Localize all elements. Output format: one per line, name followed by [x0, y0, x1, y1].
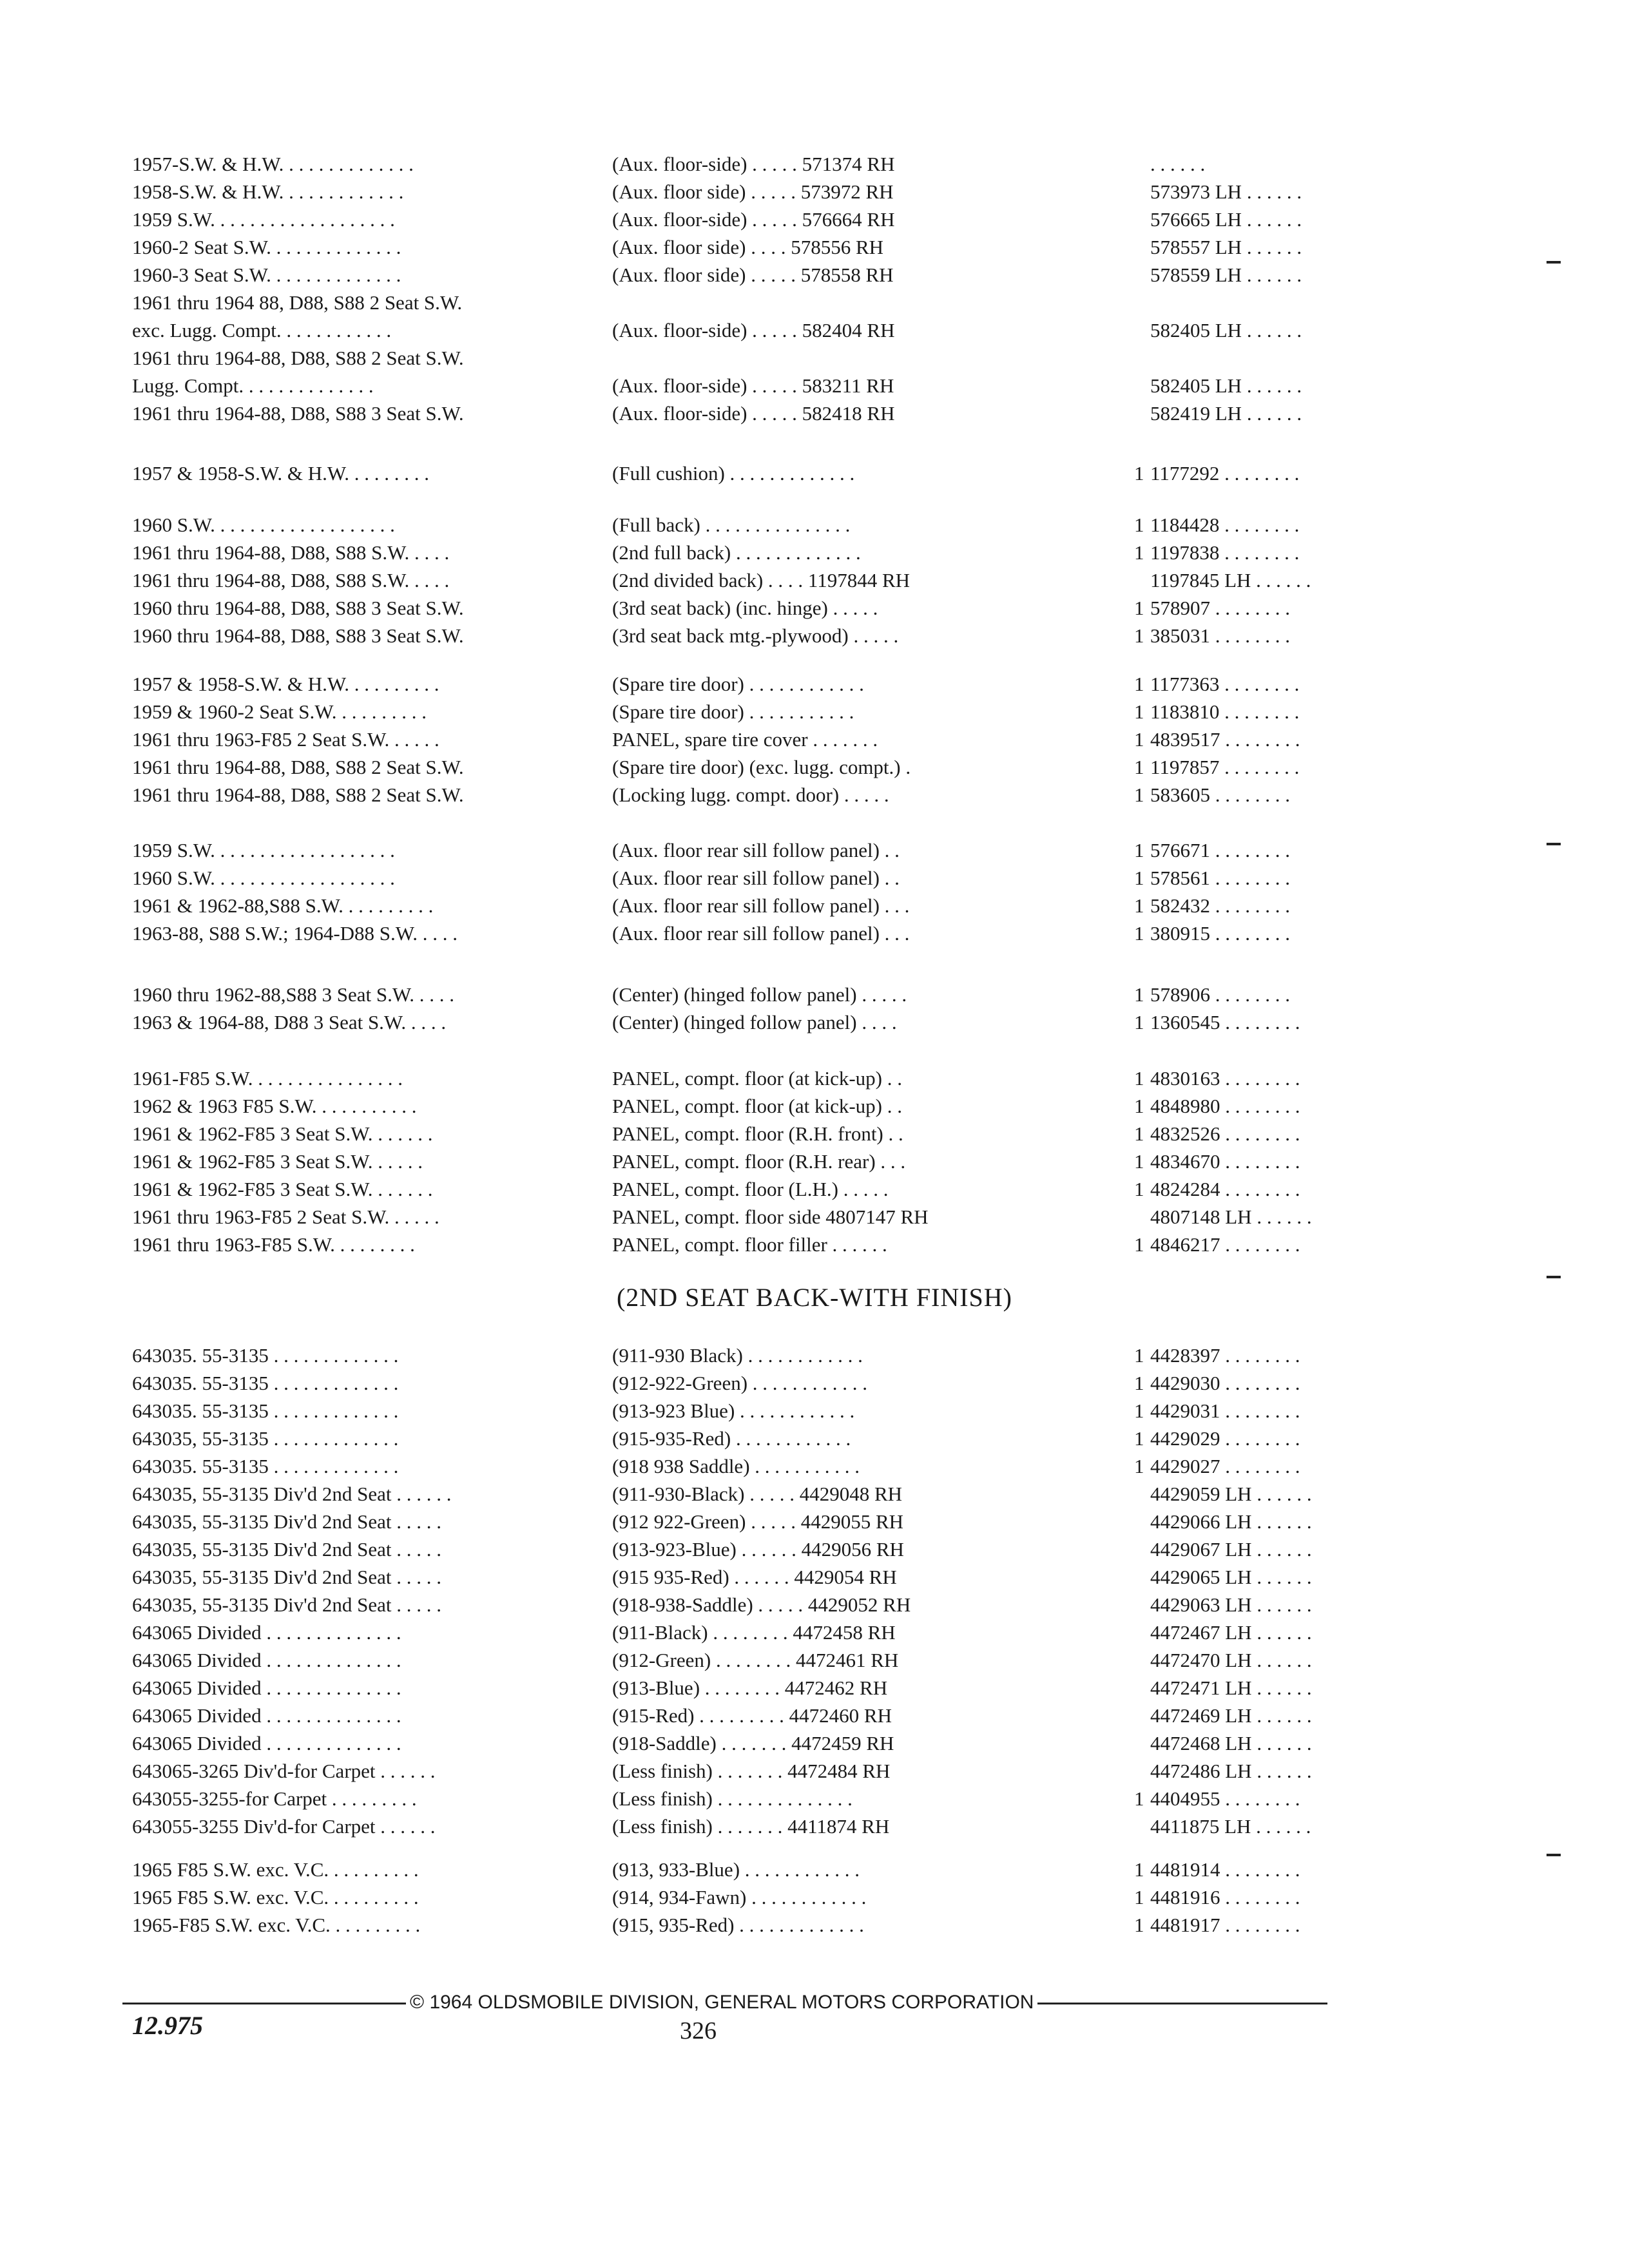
- part-number-cell: 582405 LH . . . . . .: [1150, 374, 1302, 397]
- part-number-cell: 583605 . . . . . . . .: [1150, 783, 1290, 806]
- model-cell: 1957 & 1958-S.W. & H.W. . . . . . . . . .: [132, 673, 439, 695]
- part-number-cell: 573973 LH . . . . . .: [1150, 180, 1302, 203]
- part-row: [132, 864, 1356, 892]
- model-cell: 1961 thru 1964-88, D88, S88 2 Seat S.W.: [132, 783, 464, 806]
- part-row: [132, 372, 1356, 399]
- description-cell: (915, 935-Red) . . . . . . . . . . . . .: [612, 1914, 864, 1936]
- model-cell: 643035. 55-3135 . . . . . . . . . . . . .: [132, 1399, 399, 1422]
- part-row: [132, 892, 1356, 919]
- part-number-cell: . . . . . .: [1150, 153, 1206, 175]
- description-cell: (912-922-Green) . . . . . . . . . . . .: [612, 1372, 868, 1394]
- part-number-cell: 1360545 . . . . . . . .: [1150, 1011, 1300, 1033]
- part-number-cell: 1197838 . . . . . . . .: [1150, 541, 1300, 564]
- part-row: [132, 539, 1356, 566]
- qty-cell: 1: [1134, 597, 1144, 619]
- qty-cell: 1: [1134, 700, 1144, 723]
- part-number-cell: 4429059 LH . . . . . .: [1150, 1483, 1312, 1505]
- part-row: [132, 981, 1356, 1008]
- qty-cell: 1: [1134, 1372, 1144, 1394]
- part-number-cell: 4832526 . . . . . . . .: [1150, 1122, 1300, 1145]
- qty-cell: 1: [1134, 673, 1144, 695]
- part-row: [132, 1619, 1356, 1646]
- model-cell: 643055-3255-for Carpet . . . . . . . . .: [132, 1787, 417, 1810]
- part-number-cell: 4830163 . . . . . . . .: [1150, 1067, 1300, 1090]
- model-cell: 1960 thru 1964-88, D88, S88 3 Seat S.W.: [132, 597, 464, 619]
- part-row: [132, 1856, 1356, 1883]
- model-cell: 643035. 55-3135 . . . . . . . . . . . . .: [132, 1344, 399, 1367]
- part-number-cell: 4429063 LH . . . . . .: [1150, 1593, 1312, 1616]
- description-cell: (913-Blue) . . . . . . . . 4472462 RH: [612, 1677, 888, 1699]
- part-number-cell: 4429065 LH . . . . . .: [1150, 1566, 1312, 1588]
- part-row: [132, 206, 1356, 233]
- part-number-cell: 1183810 . . . . . . . .: [1150, 700, 1300, 723]
- model-cell: 1957 & 1958-S.W. & H.W. . . . . . . . .: [132, 462, 430, 485]
- qty-cell: 1: [1134, 514, 1144, 536]
- page-number: 326: [680, 2017, 717, 2044]
- part-row: [132, 178, 1356, 206]
- description-cell: (Aux. floor-side) . . . . . 582404 RH: [612, 319, 895, 341]
- part-number-cell: 582405 LH . . . . . .: [1150, 319, 1302, 341]
- model-cell: 1959 & 1960-2 Seat S.W. . . . . . . . . .: [132, 700, 427, 723]
- part-row: [132, 566, 1356, 594]
- model-cell: 643065 Divided . . . . . . . . . . . . . .: [132, 1649, 401, 1671]
- part-number-cell: 385031 . . . . . . . .: [1150, 624, 1290, 647]
- part-number-cell: 4429031 . . . . . . . .: [1150, 1399, 1300, 1422]
- model-cell: 1965-F85 S.W. exc. V.C. . . . . . . . . .: [132, 1914, 421, 1936]
- model-cell: Lugg. Compt. . . . . . . . . . . . . .: [132, 374, 374, 397]
- description-cell: (Aux. floor-side) . . . . . 571374 RH: [612, 153, 895, 175]
- description-cell: (Center) (hinged follow panel) . . . .: [612, 1011, 897, 1033]
- description-cell: (915 935-Red) . . . . . . 4429054 RH: [612, 1566, 897, 1588]
- qty-cell: 1: [1134, 922, 1144, 945]
- part-number-cell: 4824284 . . . . . . . .: [1150, 1178, 1300, 1200]
- parts-group-1: [132, 150, 1356, 427]
- model-cell: 1963-88, S88 S.W.; 1964-D88 S.W. . . . .: [132, 922, 458, 945]
- part-row: [132, 1757, 1356, 1785]
- description-cell: (2nd full back) . . . . . . . . . . . . .: [612, 541, 861, 564]
- description-cell: PANEL, compt. floor (L.H.) . . . . .: [612, 1178, 889, 1200]
- part-row: [132, 836, 1356, 864]
- part-row: [132, 1120, 1356, 1148]
- qty-cell: 1: [1134, 1067, 1144, 1090]
- qty-cell: 1: [1134, 1427, 1144, 1450]
- part-number-cell: 4481916 . . . . . . . .: [1150, 1886, 1300, 1908]
- model-cell: 1961 & 1962-F85 3 Seat S.W. . . . . .: [132, 1150, 423, 1173]
- part-number-cell: 4839517 . . . . . . . .: [1150, 728, 1300, 751]
- parts-group-4: [132, 670, 1356, 809]
- description-cell: (913-923 Blue) . . . . . . . . . . . .: [612, 1399, 855, 1422]
- model-cell: 1961 thru 1964-88, D88, S88 2 Seat S.W.: [132, 347, 464, 369]
- part-row-note: [132, 344, 1356, 372]
- part-number-cell: 582419 LH . . . . . .: [1150, 402, 1302, 425]
- description-cell: (Spare tire door) . . . . . . . . . . . .: [612, 673, 864, 695]
- part-number-cell: 1197845 LH . . . . . .: [1150, 569, 1311, 591]
- model-cell: 1962 & 1963 F85 S.W. . . . . . . . . . .: [132, 1095, 417, 1117]
- part-number-cell: 4429029 . . . . . . . .: [1150, 1427, 1300, 1450]
- qty-cell: 1: [1134, 1178, 1144, 1200]
- description-cell: (918-Saddle) . . . . . . . 4472459 RH: [612, 1732, 894, 1754]
- description-cell: (Center) (hinged follow panel) . . . . .: [612, 983, 907, 1006]
- description-cell: (3rd seat back mtg.-plywood) . . . . .: [612, 624, 899, 647]
- part-number-cell: 1177292 . . . . . . . .: [1150, 462, 1300, 485]
- model-cell: 643035, 55-3135 Div'd 2nd Seat . . . . .: [132, 1593, 442, 1616]
- qty-cell: 1: [1134, 728, 1144, 751]
- model-cell: 1961 thru 1964-88, D88, S88 S.W. . . . .: [132, 541, 450, 564]
- description-cell: (912 922-Green) . . . . . 4429055 RH: [612, 1510, 904, 1533]
- parts-group-9: [132, 1856, 1356, 1939]
- description-cell: (911-930 Black) . . . . . . . . . . . .: [612, 1344, 863, 1367]
- model-cell: 643035, 55-3135 . . . . . . . . . . . . .: [132, 1427, 399, 1450]
- description-cell: (914, 934-Fawn) . . . . . . . . . . . .: [612, 1886, 867, 1908]
- description-cell: (2nd divided back) . . . . 1197844 RH: [612, 569, 911, 591]
- model-cell: 1965 F85 S.W. exc. V.C. . . . . . . . . .: [132, 1886, 419, 1908]
- section-title: (2ND SEAT BACK-WITH FINISH): [616, 1283, 1012, 1312]
- part-row: [132, 753, 1356, 781]
- description-cell: (918 938 Saddle) . . . . . . . . . . .: [612, 1455, 860, 1477]
- description-cell: (3rd seat back) (inc. hinge) . . . . .: [612, 597, 878, 619]
- part-number-cell: 4472471 LH . . . . . .: [1150, 1677, 1312, 1699]
- qty-cell: 1: [1134, 1011, 1144, 1033]
- part-row: [132, 459, 1356, 487]
- model-cell: 643065 Divided . . . . . . . . . . . . . .: [132, 1677, 401, 1699]
- part-number-cell: 1184428 . . . . . . . .: [1150, 514, 1300, 536]
- part-row: [132, 1064, 1356, 1092]
- part-row: [132, 1883, 1356, 1911]
- description-cell: (Locking lugg. compt. door) . . . . .: [612, 783, 889, 806]
- qty-cell: 1: [1134, 1787, 1144, 1810]
- description-cell: (Spare tire door) . . . . . . . . . . .: [612, 700, 854, 723]
- model-cell: 1961 thru 1964 88, D88, S88 2 Seat S.W.: [132, 291, 463, 314]
- part-row: [132, 1480, 1356, 1508]
- part-number-cell: 578557 LH . . . . . .: [1150, 236, 1302, 258]
- part-number-cell: 578907 . . . . . . . .: [1150, 597, 1290, 619]
- model-cell: 1961 & 1962-88,S88 S.W. . . . . . . . . .: [132, 894, 434, 917]
- parts-group-7: [132, 1064, 1356, 1258]
- part-row: [132, 261, 1356, 289]
- description-cell: (Less finish) . . . . . . . 4472484 RH: [612, 1760, 891, 1782]
- qty-cell: 1: [1134, 1233, 1144, 1256]
- description-cell: (Aux. floor-side) . . . . . 583211 RH: [612, 374, 894, 397]
- model-cell: 1958-S.W. & H.W. . . . . . . . . . . . .: [132, 180, 404, 203]
- part-row: [132, 1674, 1356, 1702]
- part-number-cell: 4472469 LH . . . . . .: [1150, 1704, 1312, 1727]
- model-cell: 1959 S.W. . . . . . . . . . . . . . . . . . .: [132, 839, 395, 861]
- part-number-cell: 1177363 . . . . . . . .: [1150, 673, 1300, 695]
- part-row: [132, 1231, 1356, 1258]
- part-row: [132, 233, 1356, 261]
- qty-cell: 1: [1134, 894, 1144, 917]
- part-number-cell: 4429030 . . . . . . . .: [1150, 1372, 1300, 1394]
- description-cell: (Aux. floor rear sill follow panel) . . .: [612, 894, 910, 917]
- description-cell: (Aux. floor rear sill follow panel) . .: [612, 839, 900, 861]
- part-row: [132, 1729, 1356, 1757]
- model-cell: 1961 & 1962-F85 3 Seat S.W. . . . . . .: [132, 1122, 433, 1145]
- qty-cell: 1: [1134, 756, 1144, 778]
- qty-cell: 1: [1134, 1095, 1144, 1117]
- part-row: [132, 594, 1356, 622]
- qty-cell: 1: [1134, 1886, 1144, 1908]
- qty-cell: 1: [1134, 783, 1144, 806]
- part-row: [132, 1008, 1356, 1036]
- description-cell: (915-Red) . . . . . . . . . 4472460 RH: [612, 1704, 892, 1727]
- part-row: [132, 1812, 1356, 1840]
- model-cell: 1960-2 Seat S.W. . . . . . . . . . . . . .: [132, 236, 401, 258]
- description-cell: (Spare tire door) (exc. lugg. compt.) .: [612, 756, 911, 778]
- part-row: [132, 1591, 1356, 1619]
- part-number-cell: 4472467 LH . . . . . .: [1150, 1621, 1312, 1644]
- part-row: [132, 622, 1356, 649]
- part-number-cell: 578561 . . . . . . . .: [1150, 867, 1290, 889]
- description-cell: PANEL, compt. floor (R.H. front) . .: [612, 1122, 903, 1145]
- part-number-cell: 582432 . . . . . . . .: [1150, 894, 1290, 917]
- model-cell: 643035. 55-3135 . . . . . . . . . . . . .: [132, 1455, 399, 1477]
- description-cell: PANEL, compt. floor filler . . . . . .: [612, 1233, 887, 1256]
- description-cell: (915-935-Red) . . . . . . . . . . . .: [612, 1427, 851, 1450]
- description-cell: (Aux. floor side) . . . . . 578558 RH: [612, 264, 894, 286]
- part-number-cell: 4429066 LH . . . . . .: [1150, 1510, 1312, 1533]
- qty-cell: 1: [1134, 1858, 1144, 1881]
- part-row: [132, 1911, 1356, 1939]
- model-cell: 643035, 55-3135 Div'd 2nd Seat . . . . .: [132, 1566, 442, 1588]
- model-cell: 643035, 55-3135 Div'd 2nd Seat . . . . . .: [132, 1483, 452, 1505]
- part-number-cell: 1197857 . . . . . . . .: [1150, 756, 1300, 778]
- description-cell: (Aux. floor-side) . . . . . 582418 RH: [612, 402, 895, 425]
- description-cell: (Aux. floor side) . . . . . 573972 RH: [612, 180, 894, 203]
- part-row-note: [132, 289, 1356, 316]
- model-cell: 1960 thru 1964-88, D88, S88 3 Seat S.W.: [132, 624, 464, 647]
- qty-cell: 1: [1134, 1399, 1144, 1422]
- parts-group-6: [132, 981, 1356, 1036]
- part-row: [132, 1203, 1356, 1231]
- description-cell: (Less finish) . . . . . . . . . . . . . .: [612, 1787, 853, 1810]
- part-number-cell: 4834670 . . . . . . . .: [1150, 1150, 1300, 1173]
- description-cell: (Full cushion) . . . . . . . . . . . . .: [612, 462, 855, 485]
- part-number-cell: 4429067 LH . . . . . .: [1150, 1538, 1312, 1561]
- model-cell: 1957-S.W. & H.W. . . . . . . . . . . . . .: [132, 153, 414, 175]
- part-number-cell: 4481914 . . . . . . . .: [1150, 1858, 1300, 1881]
- description-cell: (Aux. floor side) . . . . 578556 RH: [612, 236, 884, 258]
- qty-cell: 1: [1134, 462, 1144, 485]
- model-cell: 1961 thru 1964-88, D88, S88 3 Seat S.W.: [132, 402, 464, 425]
- description-cell: (913-923-Blue) . . . . . . 4429056 RH: [612, 1538, 904, 1561]
- part-number-cell: 4472468 LH . . . . . .: [1150, 1732, 1312, 1754]
- model-cell: 1961-F85 S.W. . . . . . . . . . . . . . . .: [132, 1067, 403, 1090]
- description-cell: PANEL, compt. floor (R.H. rear) . . .: [612, 1150, 906, 1173]
- part-number-cell: 4404955 . . . . . . . .: [1150, 1787, 1300, 1810]
- model-cell: 643065-3265 Div'd-for Carpet . . . . . .: [132, 1760, 436, 1782]
- margin-tick: [1547, 261, 1561, 264]
- model-cell: 643065 Divided . . . . . . . . . . . . . .: [132, 1732, 401, 1754]
- part-number-cell: 578906 . . . . . . . .: [1150, 983, 1290, 1006]
- qty-cell: 1: [1134, 1122, 1144, 1145]
- parts-group-8: [132, 1341, 1356, 1868]
- model-cell: 1961 thru 1964-88, D88, S88 2 Seat S.W.: [132, 756, 464, 778]
- part-row: [132, 1785, 1356, 1812]
- model-cell: 1960 S.W. . . . . . . . . . . . . . . . . . .: [132, 514, 395, 536]
- description-cell: (918-938-Saddle) . . . . . 4429052 RH: [612, 1593, 911, 1616]
- part-row: [132, 316, 1356, 344]
- model-cell: 1959 S.W. . . . . . . . . . . . . . . . . . .: [132, 208, 395, 231]
- part-number-cell: 4481917 . . . . . . . .: [1150, 1914, 1300, 1936]
- model-cell: 643055-3255 Div'd-for Carpet . . . . . .: [132, 1815, 436, 1838]
- model-cell: 1961 thru 1963-F85 2 Seat S.W. . . . . .: [132, 728, 439, 751]
- part-row: [132, 1535, 1356, 1563]
- model-cell: 643035, 55-3135 Div'd 2nd Seat . . . . .: [132, 1510, 442, 1533]
- qty-cell: 1: [1134, 624, 1144, 647]
- part-row: [132, 1508, 1356, 1535]
- description-cell: (Full back) . . . . . . . . . . . . . . .: [612, 514, 851, 536]
- copyright-notice: © 1964 OLDSMOBILE DIVISION, GENERAL MOTORS CORPORATION: [406, 1988, 1037, 2017]
- model-cell: 643065 Divided . . . . . . . . . . . . . .: [132, 1704, 401, 1727]
- part-number-cell: 4848980 . . . . . . . .: [1150, 1095, 1300, 1117]
- description-cell: (911-930-Black) . . . . . 4429048 RH: [612, 1483, 903, 1505]
- part-number-cell: 4807148 LH . . . . . .: [1150, 1206, 1312, 1228]
- qty-cell: 1: [1134, 1914, 1144, 1936]
- model-cell: 1965 F85 S.W. exc. V.C. . . . . . . . . .: [132, 1858, 419, 1881]
- model-cell: 1961 & 1962-F85 3 Seat S.W. . . . . . .: [132, 1178, 433, 1200]
- part-row: [132, 1646, 1356, 1674]
- description-cell: (913, 933-Blue) . . . . . . . . . . . .: [612, 1858, 860, 1881]
- description-cell: PANEL, compt. floor side 4807147 RH: [612, 1206, 929, 1228]
- part-number-cell: 4428397 . . . . . . . .: [1150, 1344, 1300, 1367]
- qty-cell: 1: [1134, 839, 1144, 861]
- model-cell: 643035, 55-3135 Div'd 2nd Seat . . . . .: [132, 1538, 442, 1561]
- part-row: [132, 1397, 1356, 1425]
- part-row: [132, 1175, 1356, 1203]
- model-cell: 1961 thru 1964-88, D88, S88 S.W. . . . .: [132, 569, 450, 591]
- margin-tick: [1547, 1276, 1561, 1278]
- part-number-cell: 4429027 . . . . . . . .: [1150, 1455, 1300, 1477]
- document-number: 12.975: [132, 2011, 203, 2040]
- parts-group-2: [132, 459, 1356, 487]
- description-cell: PANEL, spare tire cover . . . . . . .: [612, 728, 878, 751]
- model-cell: exc. Lugg. Compt. . . . . . . . . . . .: [132, 319, 392, 341]
- model-cell: 1961 thru 1963-F85 S.W. . . . . . . . .: [132, 1233, 415, 1256]
- model-cell: 1960-3 Seat S.W. . . . . . . . . . . . . .: [132, 264, 401, 286]
- part-row: [132, 511, 1356, 539]
- part-number-cell: 576665 LH . . . . . .: [1150, 208, 1302, 231]
- part-row: [132, 1425, 1356, 1452]
- description-cell: PANEL, compt. floor (at kick-up) . .: [612, 1095, 902, 1117]
- qty-cell: 1: [1134, 1150, 1144, 1173]
- part-row: [132, 1452, 1356, 1480]
- description-cell: (Aux. floor rear sill follow panel) . . .: [612, 922, 910, 945]
- part-row: [132, 919, 1356, 947]
- part-number-cell: 4472486 LH . . . . . .: [1150, 1760, 1312, 1782]
- part-row: [132, 726, 1356, 753]
- description-cell: PANEL, compt. floor (at kick-up) . .: [612, 1067, 902, 1090]
- description-cell: (Aux. floor rear sill follow panel) . .: [612, 867, 900, 889]
- part-row: [132, 698, 1356, 726]
- parts-group-3: [132, 511, 1356, 649]
- model-cell: 1960 S.W. . . . . . . . . . . . . . . . . . .: [132, 867, 395, 889]
- part-number-cell: 380915 . . . . . . . .: [1150, 922, 1290, 945]
- part-row: [132, 1092, 1356, 1120]
- parts-group-5: [132, 836, 1356, 947]
- qty-cell: 1: [1134, 1455, 1144, 1477]
- part-number-cell: 578559 LH . . . . . .: [1150, 264, 1302, 286]
- part-number-cell: 4411875 LH . . . . . .: [1150, 1815, 1311, 1838]
- description-cell: (911-Black) . . . . . . . . 4472458 RH: [612, 1621, 896, 1644]
- qty-cell: 1: [1134, 983, 1144, 1006]
- qty-cell: 1: [1134, 867, 1144, 889]
- model-cell: 643065 Divided . . . . . . . . . . . . . .: [132, 1621, 401, 1644]
- description-cell: (Aux. floor-side) . . . . . 576664 RH: [612, 208, 895, 231]
- part-row: [132, 781, 1356, 809]
- description-cell: (Less finish) . . . . . . . 4411874 RH: [612, 1815, 890, 1838]
- model-cell: 1961 thru 1963-F85 2 Seat S.W. . . . . .: [132, 1206, 439, 1228]
- model-cell: 1960 thru 1962-88,S88 3 Seat S.W. . . . .: [132, 983, 455, 1006]
- part-row: [132, 1341, 1356, 1369]
- part-row: [132, 1563, 1356, 1591]
- part-row: [132, 1702, 1356, 1729]
- qty-cell: 1: [1134, 1344, 1144, 1367]
- margin-tick: [1547, 843, 1561, 845]
- part-row: [132, 150, 1356, 178]
- part-number-cell: 4846217 . . . . . . . .: [1150, 1233, 1300, 1256]
- part-row: [132, 1369, 1356, 1397]
- model-cell: 1963 & 1964-88, D88 3 Seat S.W. . . . .: [132, 1011, 447, 1033]
- qty-cell: 1: [1134, 541, 1144, 564]
- margin-tick: [1547, 1854, 1561, 1856]
- part-row: [132, 399, 1356, 427]
- part-row: [132, 670, 1356, 698]
- part-number-cell: 576671 . . . . . . . .: [1150, 839, 1290, 861]
- model-cell: 643035. 55-3135 . . . . . . . . . . . . .: [132, 1372, 399, 1394]
- description-cell: (912-Green) . . . . . . . . 4472461 RH: [612, 1649, 899, 1671]
- part-number-cell: 4472470 LH . . . . . .: [1150, 1649, 1312, 1671]
- part-row: [132, 1148, 1356, 1175]
